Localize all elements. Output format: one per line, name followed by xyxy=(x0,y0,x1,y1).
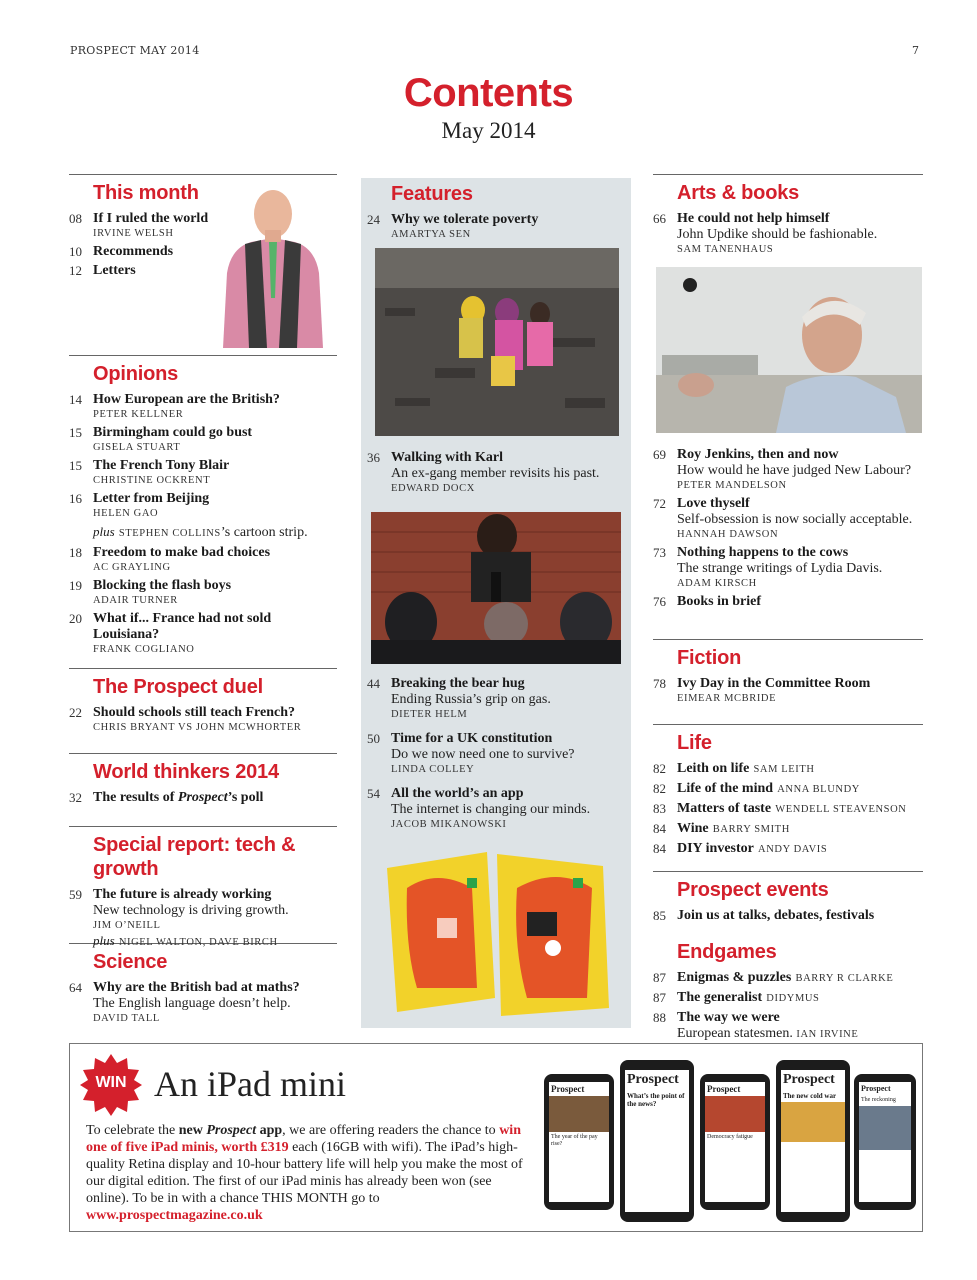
section-heading: Science xyxy=(93,951,168,973)
item-title: Roy Jenkins, then and now xyxy=(677,447,839,462)
page-ref: 44 xyxy=(367,676,380,691)
list-item[interactable] xyxy=(367,786,625,832)
running-header: PROSPECT MAY 2014 xyxy=(70,44,200,57)
page-ref: 82 xyxy=(653,781,666,796)
item-subtitle: Do we now need one to survive? xyxy=(391,747,575,762)
page-ref: 50 xyxy=(367,731,380,746)
item-subtitle: European statesmen. xyxy=(677,1026,793,1041)
section-heading: Opinions xyxy=(93,363,179,385)
right-column xyxy=(653,174,923,1046)
list-item[interactable] xyxy=(367,676,625,722)
item-author: EDWARD DOCX xyxy=(391,483,475,494)
section-arts-books xyxy=(653,174,923,631)
item-author: DAVID TALL xyxy=(93,1013,160,1024)
item-title: The generalist xyxy=(677,990,763,1005)
section-fiction xyxy=(653,639,923,716)
tablet-masthead: Prospect xyxy=(551,1084,585,1094)
list-item[interactable] xyxy=(653,676,923,706)
poverty-photo xyxy=(375,248,619,436)
promo-text-italic: Prospect xyxy=(206,1123,257,1138)
list-item[interactable] xyxy=(653,211,923,257)
item-author: ANDY DAVIS xyxy=(758,844,828,855)
item-subtitle: How would he have judged New Labour? xyxy=(677,463,912,478)
plus-word: plus xyxy=(93,933,115,948)
list-item[interactable] xyxy=(69,244,219,260)
plus-names: NIGEL WALTON, DAVE BIRCH xyxy=(118,937,278,948)
tablet-headline: The reckoning xyxy=(861,1097,896,1103)
item-title: The future is already working xyxy=(93,887,272,902)
section-heading: World thinkers 2014 xyxy=(93,761,279,783)
page-ref: 88 xyxy=(653,1010,666,1025)
item-author: ADAM KIRSCH xyxy=(677,578,757,589)
item-title: Matters of taste xyxy=(677,801,772,816)
item-author: ADAIR TURNER xyxy=(93,595,178,606)
section-life xyxy=(653,724,923,863)
list-item[interactable] xyxy=(69,263,219,279)
item-title: Walking with Karl xyxy=(391,450,504,465)
list-item[interactable] xyxy=(69,790,337,806)
page-ref: 19 xyxy=(69,578,82,593)
list-item[interactable] xyxy=(69,491,337,521)
item-title: How European are the British? xyxy=(93,392,280,407)
item-title: DIY investor xyxy=(677,841,754,856)
item-author: JACOB MIKANOWSKI xyxy=(391,819,507,830)
item-author: JIM O’NEILL xyxy=(93,920,161,931)
item-title: Why are the British bad at maths? xyxy=(93,980,300,995)
item-author: SAM LEITH xyxy=(753,764,815,775)
list-item[interactable] xyxy=(653,594,923,610)
page-ref: 14 xyxy=(69,392,82,407)
list-item[interactable] xyxy=(69,545,337,575)
item-author: PETER KELLNER xyxy=(93,409,184,420)
list-item[interactable] xyxy=(69,611,337,657)
page-ref: 87 xyxy=(653,990,666,1005)
promo-text: To celebrate the xyxy=(86,1123,179,1138)
page-ref: 87 xyxy=(653,970,666,985)
item-author: CHRISTINE OCKRENT xyxy=(93,475,211,486)
page-ref: 85 xyxy=(653,908,666,923)
item-author: IRVINE WELSH xyxy=(93,228,174,239)
page-ref: 84 xyxy=(653,841,666,856)
tablet-masthead: Prospect xyxy=(861,1084,891,1093)
left-column xyxy=(69,174,337,1029)
item-title: Love thyself xyxy=(677,496,750,511)
item-title-part: ’s poll xyxy=(227,790,264,805)
item-title: Time for a UK constitution xyxy=(391,731,553,746)
item-subtitle: New technology is driving growth. xyxy=(93,903,289,918)
item-author: SAM TANENHAUS xyxy=(677,244,774,255)
app-illustration xyxy=(377,848,615,1020)
item-title: Enigmas & puzzles xyxy=(677,970,792,985)
page-ref: 16 xyxy=(69,491,82,506)
item-title: All the world’s an app xyxy=(391,786,524,801)
list-item[interactable] xyxy=(653,801,923,818)
updike-photo xyxy=(656,267,922,433)
item-author: ANNA BLUNDY xyxy=(777,784,860,795)
item-title: Wine xyxy=(677,821,709,836)
item-subtitle: John Updike should be fashionable. xyxy=(677,227,878,242)
item-title: The French Tony Blair xyxy=(93,458,230,473)
list-item[interactable] xyxy=(69,578,337,608)
list-item[interactable] xyxy=(653,761,923,778)
item-title: He could not help himself xyxy=(677,211,830,226)
section-heading: This month xyxy=(93,182,199,204)
item-subtitle: The English language doesn’t help. xyxy=(93,996,291,1011)
tablet-masthead: Prospect xyxy=(627,1072,679,1087)
item-title: Join us at talks, debates, festivals xyxy=(677,908,875,923)
win-badge: WIN xyxy=(95,1074,127,1091)
item-author: HANNAH DAWSON xyxy=(677,529,779,540)
section-heading: Life xyxy=(677,732,712,754)
item-author: IAN IRVINE xyxy=(796,1029,859,1040)
features-panel xyxy=(361,178,631,1028)
item-author: AC GRAYLING xyxy=(93,562,171,573)
item-author: EIMEAR MCBRIDE xyxy=(677,693,777,704)
item-title: Leith on life xyxy=(677,761,750,776)
page-ref: 08 xyxy=(69,211,82,226)
tablet-device xyxy=(544,1074,614,1210)
tablet-masthead: Prospect xyxy=(707,1084,741,1094)
page-ref: 18 xyxy=(69,545,82,560)
list-item[interactable] xyxy=(653,545,923,591)
item-subtitle: An ex-gang member revisits his past. xyxy=(391,466,600,481)
list-item[interactable] xyxy=(653,821,923,838)
page-ref: 15 xyxy=(69,425,82,440)
plus-name: STEPHEN COLLINS xyxy=(118,528,221,539)
list-item[interactable] xyxy=(69,425,337,455)
list-item[interactable] xyxy=(69,211,219,241)
item-title: Recommends xyxy=(93,244,174,259)
plus-word: plus xyxy=(93,524,115,539)
section-science xyxy=(69,943,337,1026)
item-title: The way we were xyxy=(677,1010,780,1025)
item-author: DIDYMUS xyxy=(766,993,820,1004)
section-this-month xyxy=(69,174,337,347)
item-title: If I ruled the world xyxy=(93,211,209,226)
page-ref: 32 xyxy=(69,790,82,805)
page-number: 7 xyxy=(912,44,920,57)
promo-text: each (16GB with wifi). The iPad’s high-quality Retina display and 10-hour battery life will help you make the most of our digital edition. The first of our iPad minis has already been won (see online). To be in with a chance THIS MONTH go to xyxy=(86,1140,523,1206)
item-author: PETER MANDELSON xyxy=(677,480,787,491)
page-ref: 73 xyxy=(653,545,666,560)
section-endgames xyxy=(653,940,923,1043)
list-item[interactable] xyxy=(653,990,923,1007)
list-item[interactable] xyxy=(69,458,337,488)
item-subtitle: Ending Russia’s grip on gas. xyxy=(391,692,551,707)
promo-headline: An iPad mini xyxy=(154,1064,347,1104)
item-title-italic: Prospect xyxy=(177,790,228,805)
list-item[interactable] xyxy=(367,212,625,242)
page-ref: 69 xyxy=(653,447,666,462)
page-ref: 66 xyxy=(653,211,666,226)
tablet-headline: The new cold war xyxy=(783,1092,837,1100)
page-ref: 72 xyxy=(653,496,666,511)
promo-body xyxy=(86,1122,526,1224)
promo-prize: win one of five iPad minis, worth £319 xyxy=(86,1123,521,1155)
section-heading: Fiction xyxy=(677,647,742,669)
tablet-headline: Democracy fatigue xyxy=(707,1134,753,1140)
item-author: GISELA STUART xyxy=(93,442,181,453)
item-title: Nothing happens to the cows xyxy=(677,545,849,560)
item-title: Blocking the flash boys xyxy=(93,578,232,593)
page-ref: 20 xyxy=(69,611,82,626)
item-title: Birmingham could go bust xyxy=(93,425,253,440)
item-author: AMARTYA SEN xyxy=(391,229,471,240)
section-world-thinkers xyxy=(69,753,337,818)
item-title: What if... France had not sold Louisiana? xyxy=(93,611,272,642)
page-ref: 22 xyxy=(69,705,82,720)
list-item[interactable] xyxy=(653,970,923,987)
page-ref: 59 xyxy=(69,887,82,902)
gang-photo xyxy=(371,512,621,664)
section-heading: Endgames xyxy=(677,941,777,963)
page-ref: 76 xyxy=(653,594,666,609)
section-heading: Features xyxy=(391,183,473,205)
list-item[interactable] xyxy=(653,496,923,542)
item-title: Life of the mind xyxy=(677,781,774,796)
tablet-device xyxy=(700,1074,770,1210)
item-title: Ivy Day in the Committee Room xyxy=(677,676,871,691)
tablet-device xyxy=(620,1060,694,1222)
section-special-report xyxy=(69,826,337,948)
section-heading: Prospect events xyxy=(677,879,829,901)
page-ref: 10 xyxy=(69,244,82,259)
page-ref: 78 xyxy=(653,676,666,691)
item-title: Breaking the bear hug xyxy=(391,676,525,691)
page-ref: 83 xyxy=(653,801,666,816)
item-title: Why we tolerate poverty xyxy=(391,212,539,227)
tablet-device xyxy=(854,1074,916,1210)
ipad-promo-box xyxy=(69,1043,923,1232)
item-author: BARRY SMITH xyxy=(712,824,790,835)
tablet-headline: The year of the pay rise? xyxy=(551,1134,598,1147)
section-opinions xyxy=(69,355,337,660)
list-item[interactable] xyxy=(653,781,923,798)
tablet-masthead: Prospect xyxy=(783,1072,835,1087)
item-author: CHRIS BRYANT VS JOHN MCWHORTER xyxy=(93,722,302,733)
section-duel xyxy=(69,668,337,745)
list-item[interactable] xyxy=(69,887,337,951)
list-item[interactable] xyxy=(653,447,923,493)
item-subtitle: The internet is changing our minds. xyxy=(391,802,591,817)
item-title: Letters xyxy=(93,263,136,278)
section-events xyxy=(653,871,923,930)
tablet-device xyxy=(776,1060,850,1222)
promo-text: , we are offering readers the chance to xyxy=(282,1123,500,1138)
item-author: FRANK COGLIANO xyxy=(93,644,195,655)
list-item[interactable] xyxy=(653,1010,923,1043)
page-title: Contents xyxy=(403,71,574,115)
item-subtitle: Self-obsession is now socially acceptable. xyxy=(677,512,913,527)
section-heading: Arts & books xyxy=(677,182,800,204)
list-item[interactable] xyxy=(69,705,337,735)
list-item[interactable] xyxy=(367,450,625,496)
item-subtitle: The strange writings of Lydia Davis. xyxy=(677,561,883,576)
list-item[interactable] xyxy=(653,841,923,858)
page-ref: 12 xyxy=(69,263,82,278)
section-heading: Special report: tech & growth xyxy=(93,834,296,880)
page-ref: 15 xyxy=(69,458,82,473)
promo-text-bold: new xyxy=(178,1123,207,1138)
item-title: Should schools still teach French? xyxy=(93,705,295,720)
item-title: Freedom to make bad choices xyxy=(93,545,271,560)
item-author: LINDA COLLEY xyxy=(391,764,475,775)
page-ref: 54 xyxy=(367,786,380,801)
plus-note xyxy=(69,524,337,542)
item-title: Letter from Beijing xyxy=(93,491,210,506)
item-author: DIETER HELM xyxy=(391,709,468,720)
tablet-row xyxy=(540,1058,916,1224)
item-author: WENDELL STEAVENSON xyxy=(775,804,907,815)
section-heading: The Prospect duel xyxy=(93,676,263,698)
page-ref: 82 xyxy=(653,761,666,776)
page-ref: 84 xyxy=(653,821,666,836)
plus-rest: ’s cartoon strip. xyxy=(220,525,308,540)
list-item[interactable] xyxy=(69,392,337,422)
irvine-welsh-portrait xyxy=(209,178,337,348)
page-ref: 64 xyxy=(69,980,82,995)
list-item[interactable] xyxy=(69,980,337,1026)
page-subtitle: May 2014 xyxy=(441,118,536,143)
page-ref: 24 xyxy=(367,212,380,227)
promo-text-bold: app xyxy=(256,1123,283,1138)
promo-url-link[interactable]: www.prospectmagazine.co.uk xyxy=(86,1208,263,1223)
item-author: BARRY R CLARKE xyxy=(795,973,894,984)
item-title: Books in brief xyxy=(677,594,762,609)
tablet-headline: What’s the point of the news? xyxy=(627,1092,685,1108)
list-item[interactable] xyxy=(367,731,625,777)
page-ref: 36 xyxy=(367,450,380,465)
item-author: HELEN GAO xyxy=(93,508,159,519)
item-title-part: The results of xyxy=(93,790,178,805)
list-item[interactable] xyxy=(653,908,923,924)
